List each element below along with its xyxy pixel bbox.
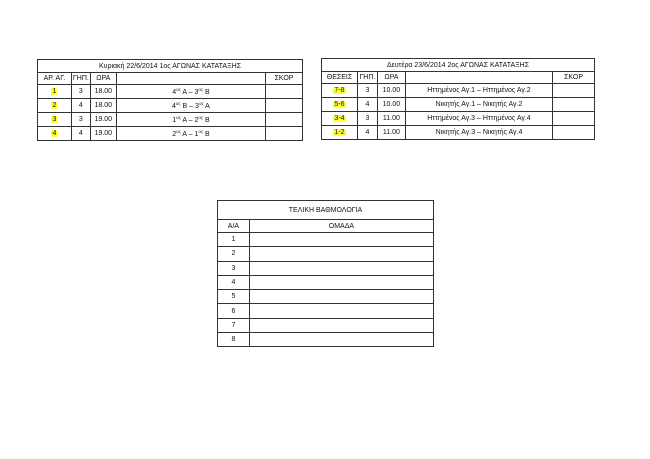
col-header-positions: ΘΕΣΕΙΣ xyxy=(322,72,358,84)
match-number: 4 xyxy=(52,130,57,137)
match-number: 3 xyxy=(52,116,57,123)
col-header-match-number: ΑΡ. ΑΓ. xyxy=(38,73,72,85)
match-cell: $4^{o\varsigma}$ Β – $3^{o\varsigma}$ Α xyxy=(116,99,265,113)
team-cell[interactable] xyxy=(249,233,433,247)
table-row xyxy=(38,85,303,99)
table-row xyxy=(218,247,434,261)
table-row xyxy=(218,261,434,275)
score-cell[interactable] xyxy=(553,126,595,140)
rank-cell: 3 xyxy=(218,261,250,275)
time-cell: 11.00 xyxy=(377,112,405,126)
rank-cell: 8 xyxy=(218,333,250,347)
table-row xyxy=(38,127,303,141)
team-cell[interactable] xyxy=(249,333,433,347)
score-cell[interactable] xyxy=(266,99,303,113)
final-standings-table xyxy=(217,200,434,347)
positions-label: 5-6 xyxy=(334,101,345,108)
time-cell: 10.00 xyxy=(377,98,405,112)
rank-cell: 7 xyxy=(218,318,250,332)
court-cell: 4 xyxy=(71,99,90,113)
col-header-score: ΣΚΟΡ xyxy=(553,72,595,84)
positions-label: 3-4 xyxy=(334,115,345,122)
col-header-team: ΟΜΑΔΑ xyxy=(249,220,433,233)
match-cell: Νικητής Αγ.1 – Νικητής Αγ.2 xyxy=(405,98,552,112)
col-header-time: ΩΡΑ xyxy=(377,72,405,84)
time-cell: 18.00 xyxy=(90,99,116,113)
rank-cell: 6 xyxy=(218,304,250,318)
court-cell: 3 xyxy=(357,84,377,98)
table-row xyxy=(322,126,595,140)
col-header-match xyxy=(405,72,552,84)
time-cell: 10.00 xyxy=(377,84,405,98)
match-number: 2 xyxy=(52,102,57,109)
table-row xyxy=(218,290,434,304)
positions-label: 1-2 xyxy=(334,129,345,136)
score-cell[interactable] xyxy=(266,127,303,141)
col-header-match xyxy=(116,73,265,85)
table-row xyxy=(218,333,434,347)
time-cell: 11.00 xyxy=(377,126,405,140)
positions-label: 7-8 xyxy=(334,87,345,94)
col-header-time: ΩΡΑ xyxy=(90,73,116,85)
second-ranking-match-table xyxy=(321,58,595,140)
match-cell: Ηττημένος Αγ.1 – Ηττημένος Αγ.2 xyxy=(405,84,552,98)
time-cell: 18.00 xyxy=(90,85,116,99)
score-cell[interactable] xyxy=(553,98,595,112)
table-row xyxy=(38,113,303,127)
team-cell[interactable] xyxy=(249,261,433,275)
court-cell: 3 xyxy=(71,85,90,99)
table-title: Δευτέρα 23/6/2014 2ος ΑΓΩΝΑΣ ΚΑΤΑΤΑΞΗΣ xyxy=(322,59,595,72)
col-header-court: ΓΗΠ. xyxy=(357,72,377,84)
time-cell: 19.00 xyxy=(90,127,116,141)
match-cell: Ηττημένος Αγ.3 – Ηττημένος Αγ.4 xyxy=(405,112,552,126)
col-header-score: ΣΚΟΡ xyxy=(266,73,303,85)
team-cell[interactable] xyxy=(249,247,433,261)
score-cell[interactable] xyxy=(553,84,595,98)
table-row xyxy=(218,304,434,318)
table-title: ΤΕΛΙΚΗ ΒΑΘΜΟΛΟΓΙΑ xyxy=(218,201,434,220)
score-cell[interactable] xyxy=(266,85,303,99)
court-cell: 4 xyxy=(357,98,377,112)
match-cell: $1^{o\varsigma}$ Α – $2^{o\varsigma}$ Β xyxy=(116,113,265,127)
court-cell: 3 xyxy=(71,113,90,127)
match-number: 1 xyxy=(52,88,57,95)
team-cell[interactable] xyxy=(249,275,433,289)
score-cell[interactable] xyxy=(266,113,303,127)
table-row xyxy=(322,84,595,98)
court-cell: 4 xyxy=(71,127,90,141)
rank-cell: 1 xyxy=(218,233,250,247)
table-row xyxy=(322,98,595,112)
table-row xyxy=(218,318,434,332)
match-cell: $4^{o\varsigma}$ Α – $3^{o\varsigma}$ Β xyxy=(116,85,265,99)
score-cell[interactable] xyxy=(553,112,595,126)
first-ranking-match-table xyxy=(37,59,303,141)
rank-cell: 2 xyxy=(218,247,250,261)
match-cell: Νικητής Αγ.3 – Νικητής Αγ.4 xyxy=(405,126,552,140)
team-cell[interactable] xyxy=(249,290,433,304)
rank-cell: 5 xyxy=(218,290,250,304)
time-cell: 19.00 xyxy=(90,113,116,127)
team-cell[interactable] xyxy=(249,304,433,318)
table-row xyxy=(218,275,434,289)
table-row xyxy=(218,233,434,247)
table-row xyxy=(38,99,303,113)
court-cell: 3 xyxy=(357,112,377,126)
rank-cell: 4 xyxy=(218,275,250,289)
col-header-number: Α/Α xyxy=(218,220,250,233)
match-cell: $2^{o\varsigma}$ Α – $1^{o\varsigma}$ Β xyxy=(116,127,265,141)
team-cell[interactable] xyxy=(249,318,433,332)
court-cell: 4 xyxy=(357,126,377,140)
table-row xyxy=(322,112,595,126)
col-header-court: ΓΗΠ. xyxy=(71,73,90,85)
table-title: Κυριακή 22/6/2014 1ος ΑΓΩΝΑΣ ΚΑΤΑΤΑΞΗΣ xyxy=(38,60,303,73)
